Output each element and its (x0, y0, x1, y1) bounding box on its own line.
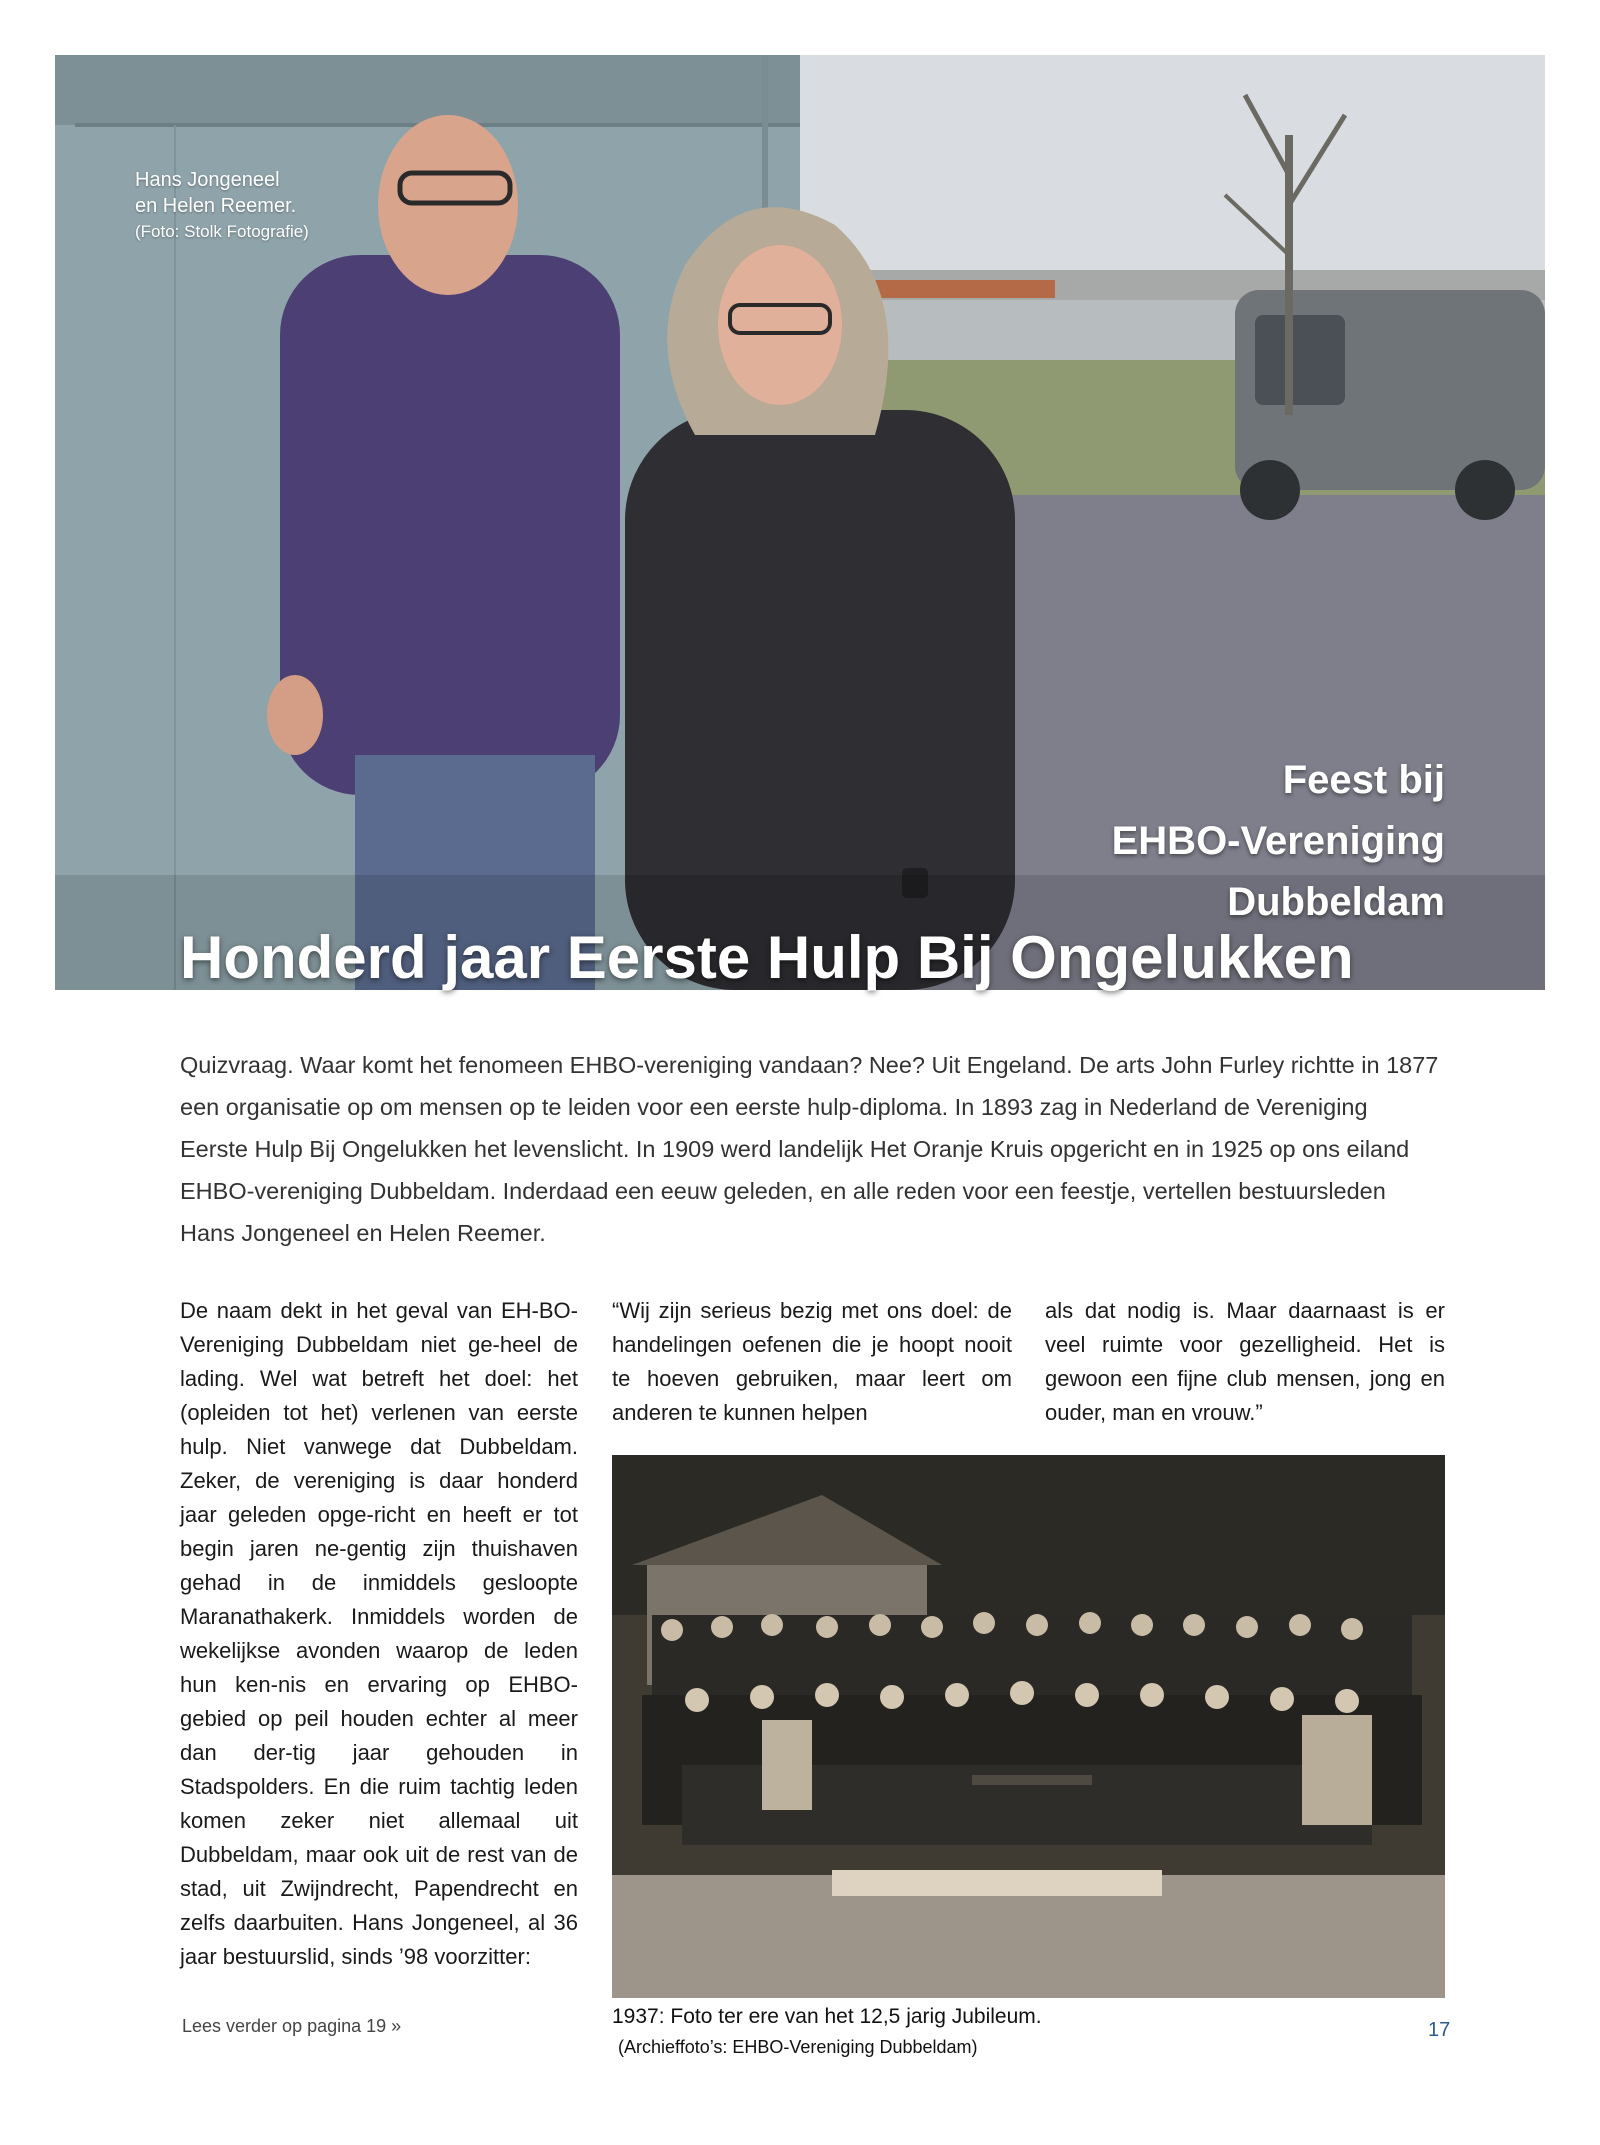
body-column-2: “Wij zijn serieus bezig met ons doel: de handelingen oefenen die je hoopt nooit te hoeven gebruiken, maar leert om anderen te kunnen helpen (612, 1298, 1012, 1425)
body-column-3: als dat nodig is. Maar daarnaast is er veel ruimte voor gezelligheid. Het is gewoon een fijne club mensen, jong en ouder, man en vrouw.” (1045, 1298, 1445, 1425)
photo-credit (135, 167, 309, 245)
archive-photo-illustration (612, 1455, 1445, 1998)
body-column-1: De naam dekt in het geval van EH-BO-Vereniging Dubbeldam niet ge-heel de lading. Wel wat betreft het doel: het (opleiden tot het) verlenen van eerste hulp. Niet vanwege dat Dubbeldam. Zeker, de vereniging is daar honderd jaar geleden opge-richt en heeft er tot begin jaren ne-gentig zijn thuishaven gehad in de inmiddels gesloopte Maranathakerk. Inmiddels worden de wekelijkse avonden waarop de leden hun ken-nis en ervaring op EHBO-gebied op peil houden echter al meer dan der-tig jaar gehouden in Stadspolders. En die ruim tachtig leden komen zeker niet allemaal uit Dubbeldam, maar ook uit de rest van de stad, uit Zwijndrecht, Papendrecht en zelfs daarbuiten. Hans Jongeneel, al 36 jaar bestuurslid, sinds ’98 voorzitter: (180, 1298, 578, 1969)
archive-photo-credit: (Archieffoto’s: EHBO-Vereniging Dubbeldam) (618, 2037, 978, 2057)
photo-credit-line-2: en Helen Reemer. (135, 195, 297, 217)
kicker-line-2: EHBO-Vereniging (1111, 819, 1445, 863)
archive-photo (612, 1455, 1445, 1998)
article-headline: Honderd jaar Eerste Hulp Bij Ongelukken (180, 924, 1354, 991)
continued-on-link[interactable]: Lees verder op pagina 19 » (182, 2016, 402, 2036)
archive-photo-caption: 1937: Foto ter ere van het 12,5 jarig Jubileum. (612, 2005, 1042, 2028)
photo-credit-source: (Foto: Stolk Fotografie) (135, 222, 309, 241)
kicker-title (1112, 750, 1445, 933)
intro-paragraph: Quizvraag. Waar komt het fenomeen EHBO-vereniging vandaan? Nee? Uit Engeland. De arts John Furley richtte in 1877 een organisatie op om mensen op te leiden voor een eerste hulp-diploma. In 1893 zag in Nederland de Vereniging Eerste Hulp Bij Ongelukken het levenslicht. In 1909 werd landelijk Het Oranje Kruis opgericht en in 1925 op ons eiland EHBO-vereniging Dubbeldam. Inderdaad een eeuw geleden, en alle reden voor een feestje, vertellen bestuursleden Hans Jongeneel en Helen Reemer. (180, 1052, 1439, 1246)
kicker-line-3: Dubbeldam (1227, 880, 1445, 924)
photo-credit-line-1: Hans Jongeneel (135, 169, 280, 191)
hero-photo (55, 55, 1545, 990)
page-number: 17 (1428, 2019, 1451, 2041)
kicker-line-1: Feest bij (1282, 758, 1445, 802)
